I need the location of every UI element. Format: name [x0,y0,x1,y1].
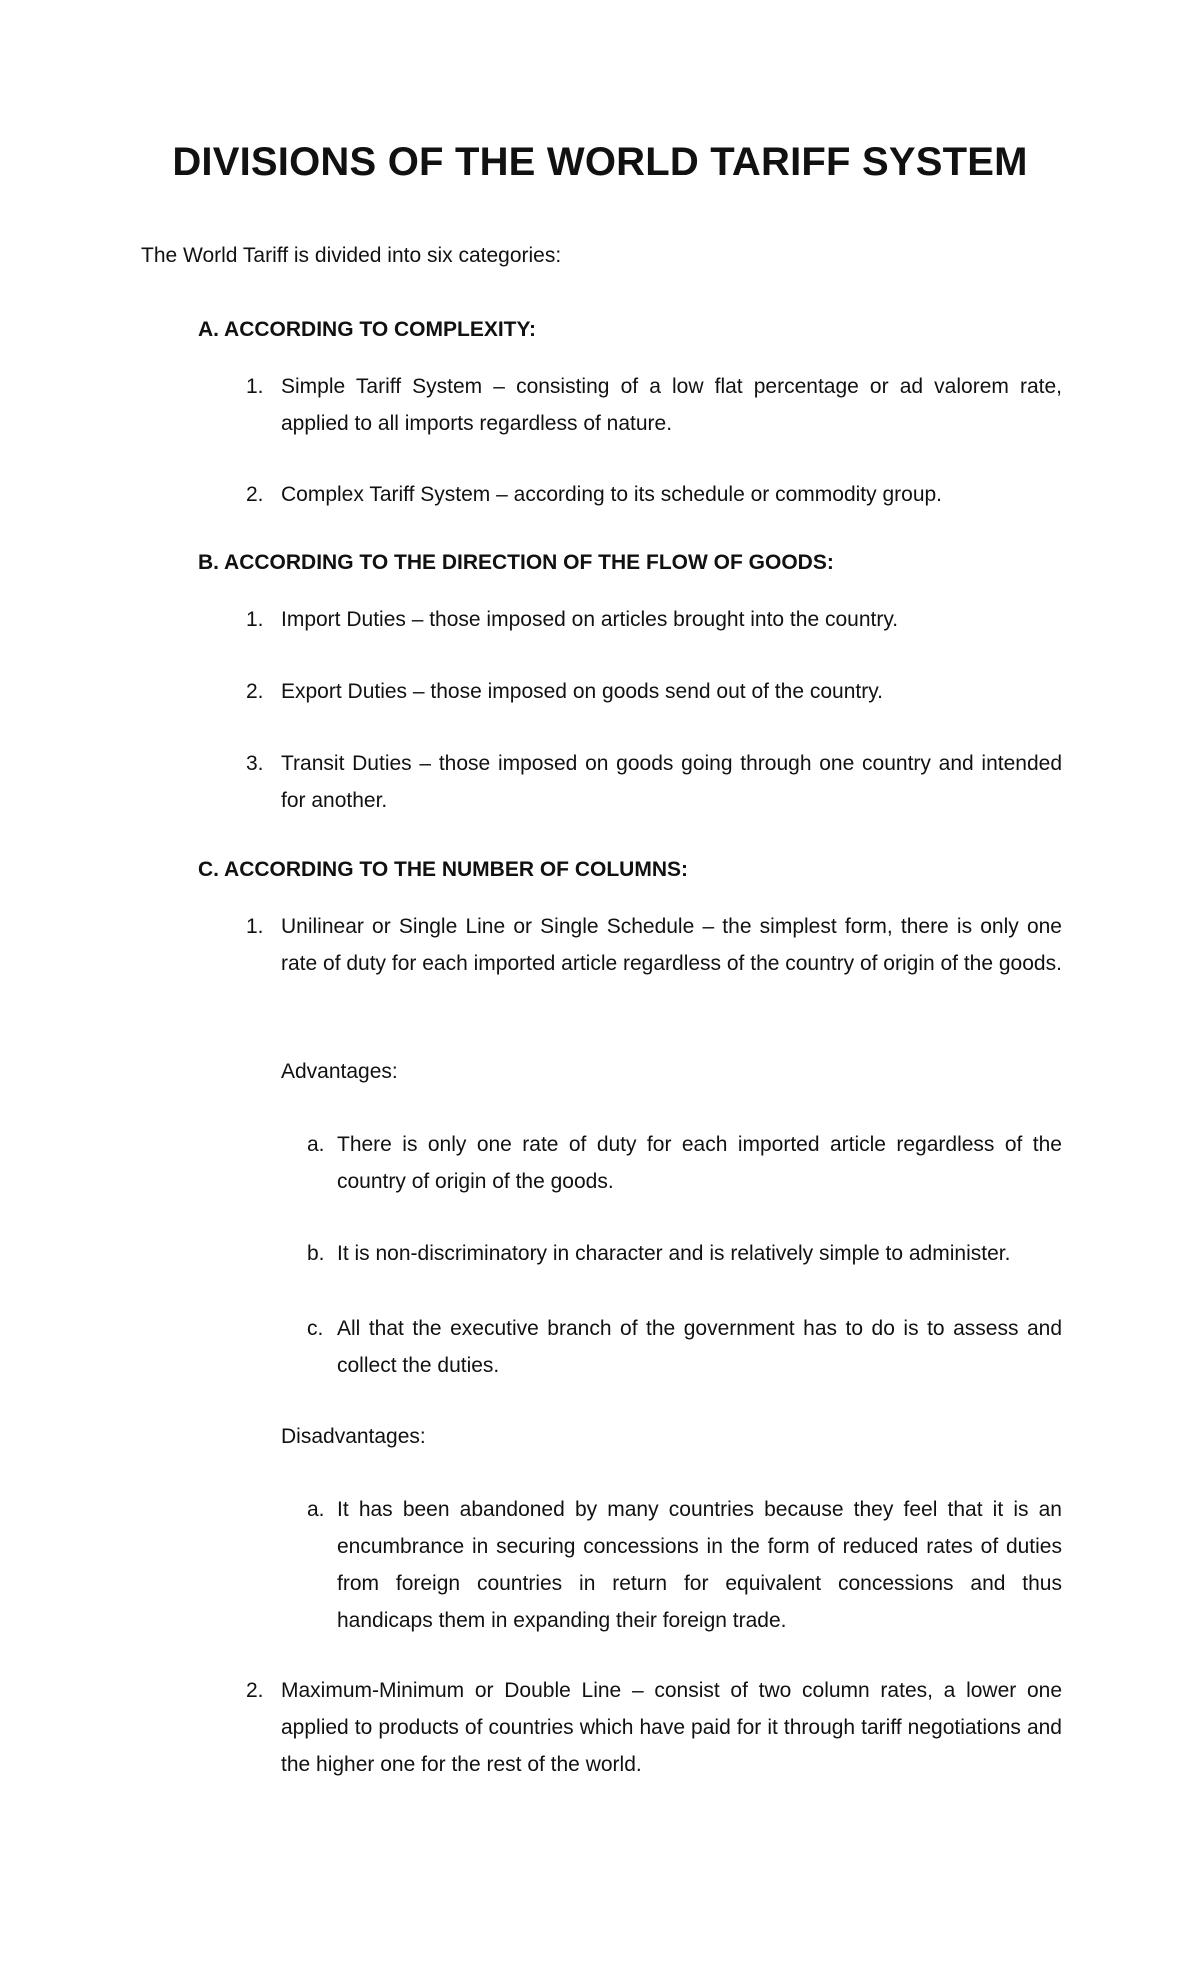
list-item-text: Import Duties – those imposed on articles brought into the country. [281,608,899,631]
list-item-text: Maximum-Minimum or Double Line – consist of two column rates, a lower one applied to products of countries which have paid for it through tariff negotiations and the higher one for the rest of the world. [281,1679,1062,1776]
list-item-number: 1. [246,375,264,398]
list-item-number: 1. [246,915,264,938]
list-item-number: 1. [246,608,264,631]
advantage-item [307,1235,1062,1272]
list-item-number: 2. [246,483,264,506]
intro-paragraph: The World Tariff is divided into six categories: [141,244,562,267]
disadvantage-item [307,1491,1062,1639]
section-a-heading: A. ACCORDING TO COMPLEXITY: [198,318,536,341]
advantage-item-letter: c. [307,1317,324,1340]
list-item [246,673,1062,710]
list-item-text: Export Duties – those imposed on goods send out of the country. [281,680,883,703]
advantage-item-letter: b. [307,1242,325,1265]
advantages-label: Advantages: [281,1060,398,1083]
section-c-heading: C. ACCORDING TO THE NUMBER OF COLUMNS: [198,858,688,881]
advantage-item [307,1126,1062,1200]
list-item [246,476,1062,513]
advantage-item-text: There is only one rate of duty for each imported article regardless of the country of origin of the goods. [337,1133,1062,1193]
list-item [246,601,1062,638]
list-item-text: Transit Duties – those imposed on goods going through one country and intended for another. [281,752,1062,812]
section-b-heading: B. ACCORDING TO THE DIRECTION OF THE FLOW OF GOODS: [198,551,834,574]
list-item-number: 2. [246,1679,264,1702]
advantage-item [307,1310,1062,1384]
list-item-text: Unilinear or Single Line or Single Schedule – the simplest form, there is only one rate of duty for each imported article regardless of the country of origin of the goods. [281,915,1062,975]
disadvantage-item-text: It has been abandoned by many countries because they feel that it is an encumbrance in securing concessions in the form of reduced rates of duties from foreign countries in return for equivalent concessions and thus handicaps them in expanding their foreign trade. [337,1498,1062,1632]
list-item [246,908,1062,982]
disadvantages-label: Disadvantages: [281,1425,426,1448]
advantage-item-text: It is non-discriminatory in character and is relatively simple to administer. [337,1242,1011,1265]
advantage-item-text: All that the executive branch of the government has to do is to assess and collect the duties. [337,1317,1062,1377]
list-item [246,745,1062,819]
list-item-number: 2. [246,680,264,703]
list-item [246,1672,1062,1783]
list-item [246,368,1062,442]
advantage-item-letter: a. [307,1133,325,1156]
list-item-text: Complex Tariff System – according to its schedule or commodity group. [281,483,943,506]
disadvantage-item-letter: a. [307,1498,325,1521]
list-item-text: Simple Tariff System – consisting of a low flat percentage or ad valorem rate, applied to all imports regardless of nature. [281,375,1062,435]
page-title: DIVISIONS OF THE WORLD TARIFF SYSTEM [172,140,1028,184]
list-item-number: 3. [246,752,264,775]
